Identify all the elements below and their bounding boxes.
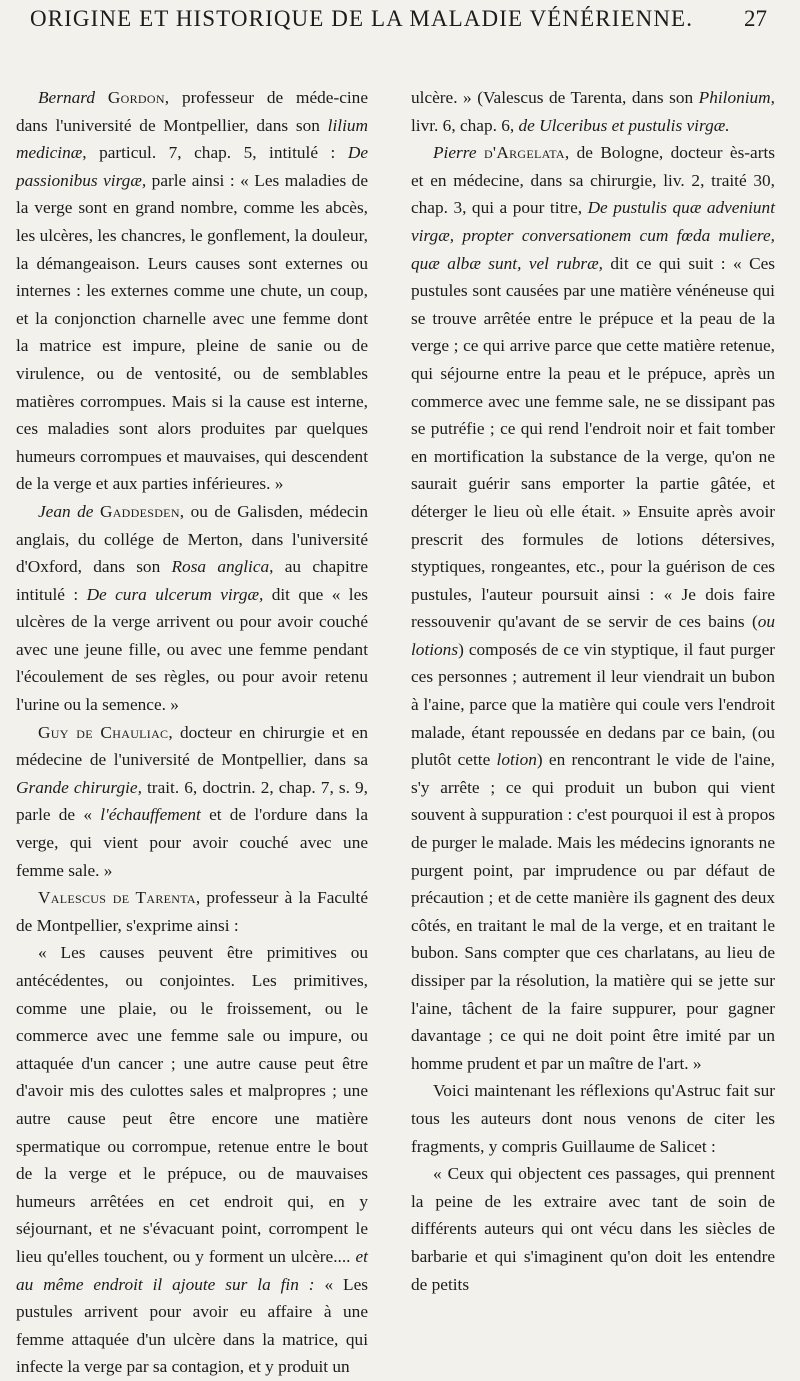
paragraph-valescus-continued: ulcère. » (Valescus de Tarenta, dans son Philonium, livr. 6, chap. 6, de Ulceribus et pustulis virgæ. xyxy=(411,88,775,135)
paragraph-gaddesden: Jean de Gaddesden, ou de Galisden, médecin anglais, du collége de Merton, dans l'université d'Oxford, dans son Rosa anglica, au chapitre intitulé : De cura ulcerum virgæ, dit que « les ulcères de la verge arrivent ou pour avoir couché avec une jeune fille, ou avec une femme pendant l'écoulement de ses règles, ou pour avoir retenu l'urine ou la semence. » xyxy=(16,501,368,715)
left-column xyxy=(16,84,368,1381)
paragraph-astruc: Voici maintenant les réflexions qu'Astruc fait sur tous les auteurs dont nous venons de citer les fragments, y compris Guillaume de Salicet : xyxy=(411,1081,775,1156)
paragraph-valescus-quote: « Les causes peuvent être primitives ou antécédentes, ou conjointes. Les primitives, comme une plaie, ou le froissement, ou le commerce avec une femme sale ou impure, ou attaquée d'un cancer ; une autre cause peut être d'avoir mis des culottes sales et malpropres ; une autre cause peut être encore une matière spermatique ou corrompue, retenue entre le bout de la verge et le prépuce, ou de mauvaises humeurs arrêtées en cet endroit qui, en y séjournant, et ne s'évacuant point, corrompent le lieu qu'elles touchent, ou y forment un ulcère.... et au même endroit il ajoute sur la fin : « Les pustules arrivent pour avoir eu affaire à une femme attaquée d'un ulcère dans la matrice, qui infecte la verge par sa contagion, et y produit un xyxy=(16,943,368,1377)
paragraph-gordon: Bernard Gordon, professeur de méde-cine dans l'université de Montpellier, dans son lilium medicinæ, particul. 7, chap. 5, intitulé : De passionibus virgæ, parle ainsi : « Les maladies de la verge sont en grand nombre, comme les abcès, les ulcères, les chancres, le gonflement, la douleur, la démangeaison. Leurs causes sont externes ou internes : les externes comme une chute, un coup, et la conjonction charnelle avec une femme dont la matrice est impure, pleine de sanie ou de virulence, ou de ventosité, ou de semblables matières corrompues. Mais si la cause est interne, ces maladies sont alors produites par quelques humeurs corrompues et mauvaises, qui descendent de la verge et aux parties inférieures. » xyxy=(16,88,368,494)
paragraph-chauliac: Guy de Chauliac, docteur en chirurgie et en médecine de l'université de Montpellier, dans sa Grande chirurgie, trait. 6, doctrin. 2, chap. 7, s. 9, parle de « l'échauffement et de l'ordure dans la verge, qui vient pour avoir couché avec une femme sale. » xyxy=(16,722,368,880)
page-header xyxy=(0,6,800,36)
paragraph-final-quote: « Ceux qui objectent ces passages, qui prennent la peine de les extraire avec tant de soin de différents auteurs qui ont vécu dans les siècles de barbarie et qui s'imaginent qu'on doit les entendre de petits xyxy=(411,1164,775,1294)
right-column xyxy=(411,84,775,1298)
page-number: 27 xyxy=(744,6,767,31)
paragraph-valescus: Valescus de Tarenta, professeur à la Faculté de Montpellier, s'exprime ainsi : xyxy=(16,888,368,935)
running-head: ORIGINE ET HISTORIQUE DE LA MALADIE VÉNÉRIENNE. xyxy=(30,6,694,31)
paragraph-argelata: Pierre d'Argelata, de Bologne, docteur ès-arts et en médecine, dans sa chirurgie, liv. 2, traité 30, chap. 3, qui a pour titre, De pustulis quæ adveniunt virgæ, propter conversationem cum fœda muliere, quæ albæ sunt, vel rubræ, dit ce qui suit : « Ces pustules sont causées par une matière vénéneuse qui se trouve arrêtée entre le prépuce et la peau de la verge ; ce qui arrive parce que cette matière retenue, qui séjourne entre la peau et le prépuce, après un commerce avec une femme sale, ne se dissipant pas se putréfie ; ce qui rend l'endroit noir et fait tomber en mortification la substance de la verge, qu'on ne saurait guérir sans emporter la partie gâtée, et déterger le lieu où elle était. » Ensuite après avoir prescrit des formules de lotions détersives, styptiques, rongeantes, etc., pour la guérison de ces pustules, l'auteur poursuit ainsi : « Je dois faire ressouvenir qu'avant de se servir de ces bains (ou lotions) composés de ce vin styptique, il faut purger ces personnes ; autrement il leur viendrait un bubon à l'aine, parce que la matière qui coule vers l'endroit malade, étant repoussée en dedans par ce bain, (ou plutôt cette lotion) en rencontrant le vide de l'aine, s'y arrête ; ce qui produit un bubon qui vient souvent à suppuration : c'est pourquoi il est à propos de purger le malade. Mais les médecins ignorants ne purgent point, par imprudence ou par défaut de précaution ; et de cette manière ils gagnent des deux côtés, en traitant le mal de la verge, et en traitant le bubon. Sans compter que ces charlatans, au lieu de dissiper par la résolution, la matière qui se jette sur l'aine, tâchent de la faire suppurer, pour gagner davantage ; ce qui ne doit point être imité par un homme prudent et par un maître de l'art. » xyxy=(411,143,776,1073)
